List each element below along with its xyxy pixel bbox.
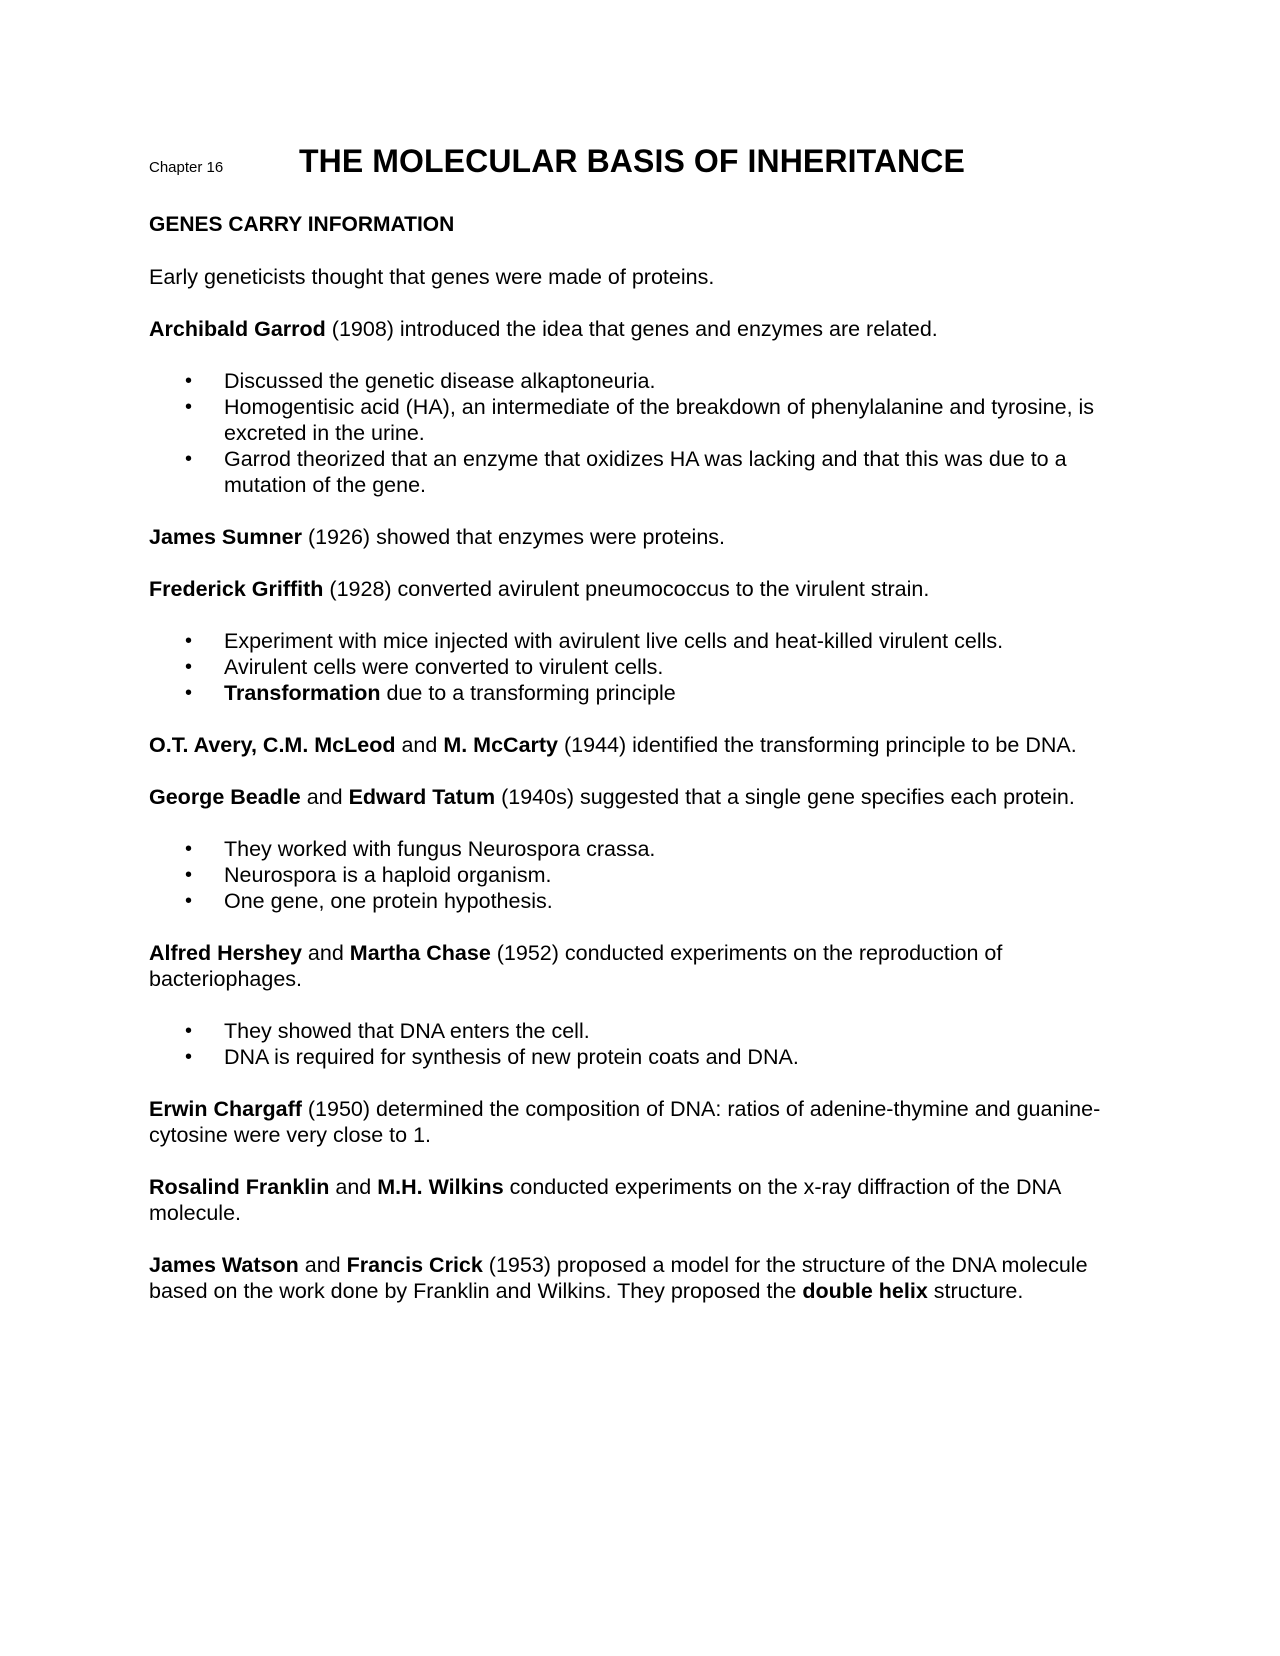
chargaff-paragraph — [149, 1096, 1139, 1148]
scientist-name: Francis Crick — [346, 1253, 483, 1277]
conjunction: and — [300, 785, 349, 809]
paragraph-text: conducted experiments on the x-ray diffraction of the DNA molecule. — [149, 1175, 1061, 1225]
term-bold: Transformation — [224, 681, 381, 705]
griffith-bullet-list — [149, 628, 1139, 706]
document-page — [149, 143, 1139, 1330]
franklin-paragraph — [149, 1174, 1139, 1226]
paragraph-text: (1940s) suggested that a single gene specifies each protein. — [495, 785, 1075, 809]
list-item-text: Homogentisic acid (HA), an intermediate of the breakdown of phenylalanine and tyrosine, is excreted in the urine. — [224, 395, 1095, 445]
bullet-icon: • — [185, 630, 193, 652]
beadle-paragraph — [149, 784, 1139, 810]
term-bold: double helix — [802, 1279, 928, 1303]
scientist-name: Archibald Garrod — [149, 317, 326, 341]
list-item-text: One gene, one protein hypothesis. — [224, 889, 553, 913]
list-item-text: due to a transforming principle — [380, 681, 676, 705]
list-item-text: Neurospora is a haploid organism. — [224, 863, 552, 887]
scientist-name: M.H. Wilkins — [377, 1175, 504, 1199]
scientist-name: James Sumner — [149, 525, 302, 549]
bullet-icon: • — [185, 1046, 193, 1068]
hershey-bullet-list — [149, 1018, 1139, 1070]
scientist-name: George Beadle — [149, 785, 301, 809]
beadle-bullet-list — [149, 836, 1139, 914]
sumner-paragraph — [149, 524, 1139, 550]
bullet-icon: • — [185, 682, 193, 704]
list-item — [149, 888, 1139, 914]
scientist-name: Erwin Chargaff — [149, 1097, 302, 1121]
list-item — [149, 1018, 1139, 1044]
bullet-icon: • — [185, 838, 193, 860]
garrod-paragraph — [149, 316, 1139, 342]
list-item-text: Experiment with mice injected with avirulent live cells and heat-killed virulent cells. — [224, 629, 1004, 653]
conjunction: and — [329, 1175, 378, 1199]
list-item — [149, 368, 1139, 394]
scientist-name: Edward Tatum — [348, 785, 496, 809]
chapter-label: Chapter 16 — [149, 159, 224, 176]
scientist-name: Frederick Griffith — [149, 577, 324, 601]
scientist-name: Martha Chase — [349, 941, 491, 965]
garrod-bullet-list — [149, 368, 1139, 498]
conjunction: and — [298, 1253, 347, 1277]
avery-paragraph — [149, 732, 1139, 758]
paragraph-text: structure. — [927, 1279, 1024, 1303]
list-item — [149, 836, 1139, 862]
page-header — [149, 143, 1139, 188]
bullet-icon: • — [185, 370, 193, 392]
paragraph-text: (1926) showed that enzymes were proteins. — [301, 525, 726, 549]
hershey-paragraph — [149, 940, 1139, 992]
list-item — [149, 1044, 1139, 1070]
list-item-text: Garrod theorized that an enzyme that oxidizes HA was lacking and that this was due to a mutation of the gene. — [224, 447, 1067, 497]
bullet-icon: • — [185, 1020, 193, 1042]
list-item-text: DNA is required for synthesis of new protein coats and DNA. — [224, 1045, 799, 1069]
list-item-text: They worked with fungus Neurospora crassa. — [224, 837, 656, 861]
section-heading: GENES CARRY INFORMATION — [149, 213, 455, 236]
paragraph-text: (1928) converted avirulent pneumococcus to the virulent strain. — [323, 577, 930, 601]
scientist-name: M. McCarty — [443, 733, 559, 757]
bullet-icon: • — [185, 890, 193, 912]
scientist-name: O.T. Avery, C.M. McLeod — [149, 733, 396, 757]
paragraph-text: (1908) introduced the idea that genes and enzymes are related. — [325, 317, 938, 341]
list-item — [149, 862, 1139, 888]
scientist-name: James Watson — [149, 1253, 299, 1277]
paragraph-text: (1953) proposed a model for the structure of the DNA molecule based on the work done by Franklin and Wilkins. They proposed the — [149, 1253, 1088, 1303]
bullet-icon: • — [185, 448, 193, 470]
list-item-text: Discussed the genetic disease alkaptoneuria. — [224, 369, 656, 393]
conjunction: and — [301, 941, 350, 965]
scientist-name: Alfred Hershey — [149, 941, 302, 965]
list-item-text: Avirulent cells were converted to virulent cells. — [224, 655, 664, 679]
list-item — [149, 628, 1139, 654]
griffith-paragraph — [149, 576, 1139, 602]
conjunction: and — [395, 733, 444, 757]
paragraph-text: (1944) identified the transforming principle to be DNA. — [558, 733, 1077, 757]
list-item — [149, 394, 1139, 446]
paragraph-text: (1952) conducted experiments on the reproduction of bacteriophages. — [149, 941, 1003, 991]
list-item — [149, 654, 1139, 680]
watson-paragraph — [149, 1252, 1139, 1304]
bullet-icon: • — [185, 656, 193, 678]
paragraph-text: (1950) determined the composition of DNA: ratios of adenine-thymine and guanine-cytosine were very close to 1. — [149, 1097, 1101, 1147]
bullet-icon: • — [185, 864, 193, 886]
bullet-icon: • — [185, 396, 193, 418]
page-title: THE MOLECULAR BASIS OF INHERITANCE — [299, 143, 965, 179]
list-item — [149, 446, 1139, 498]
list-item-text: They showed that DNA enters the cell. — [224, 1019, 590, 1043]
intro-paragraph: Early geneticists thought that genes were made of proteins. — [149, 265, 715, 289]
list-item — [149, 680, 1139, 706]
scientist-name: Rosalind Franklin — [149, 1175, 330, 1199]
